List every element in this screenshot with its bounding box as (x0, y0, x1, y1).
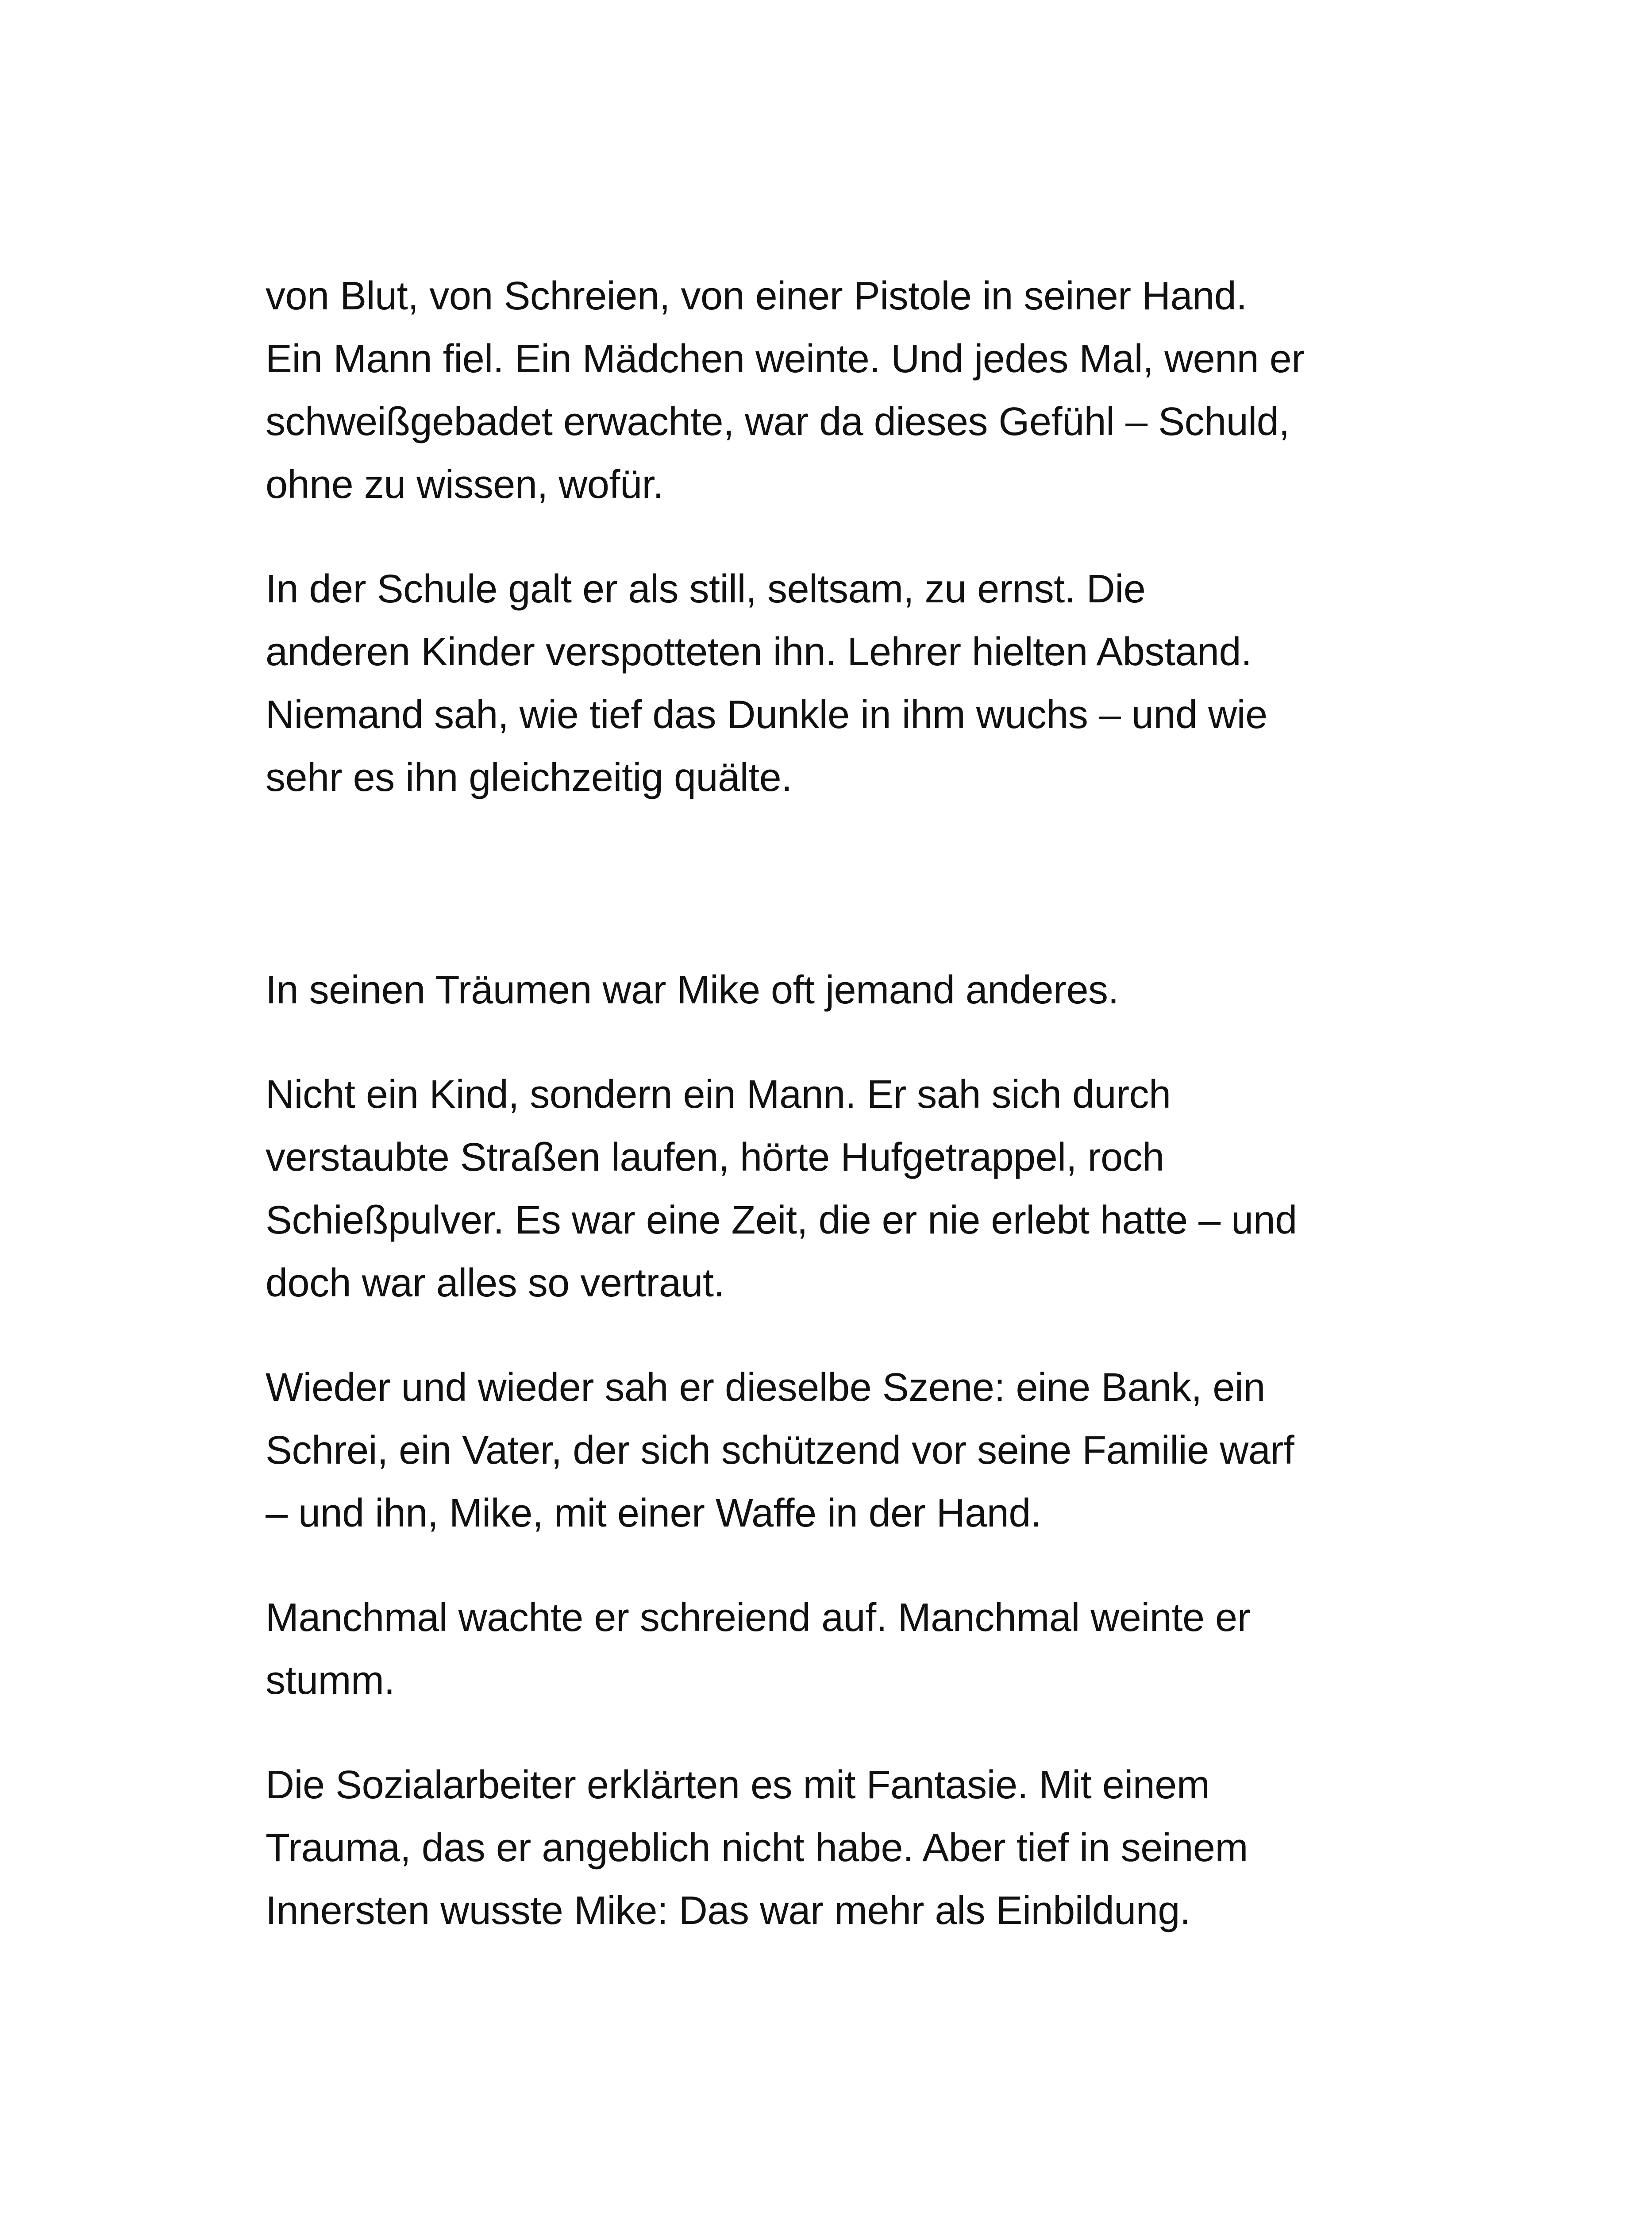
paragraph-2 (266, 558, 1398, 809)
paragraph-3 (266, 959, 1398, 1022)
paragraph-6 (266, 1586, 1398, 1712)
text-line: sehr es ihn gleichzeitig quälte. (266, 756, 792, 800)
paragraph-7 (266, 1754, 1398, 1942)
text-line: Nicht ein Kind, sondern ein Mann. Er sah sich durch (266, 1072, 1171, 1117)
paragraph-4 (266, 1063, 1398, 1315)
text-line: Trauma, das er angeblich nicht habe. Aber tief in seinem (266, 1826, 1248, 1870)
text-line: anderen Kinder verspotteten ihn. Lehrer hielten Abstand. (266, 630, 1252, 674)
text-line: In seinen Träumen war Mike oft jemand anderes. (266, 968, 1119, 1012)
text-line: doch war alles so vertraut. (266, 1261, 724, 1305)
paragraph-1 (266, 265, 1398, 516)
text-line: In der Schule galt er als still, seltsam, zu ernst. Die (266, 567, 1146, 611)
text-line: – und ihn, Mike, mit einer Waffe in der Hand. (266, 1491, 1042, 1535)
text-line: von Blut, von Schreien, von einer Pistole in seiner Hand. (266, 274, 1247, 318)
text-line: ohne zu wissen, wofür. (266, 463, 664, 507)
text-line: Wieder und wieder sah er dieselbe Szene: eine Bank, ein (266, 1365, 1265, 1410)
text-line: Innersten wusste Mike: Das war mehr als Einbildung. (266, 1889, 1191, 1933)
text-line: Schrei, ein Vater, der sich schützend vor seine Familie warf (266, 1428, 1294, 1473)
text-line: verstaubte Straßen laufen, hörte Hufgetrappel, roch (266, 1135, 1164, 1180)
text-line: Schießpulver. Es war eine Zeit, die er nie erlebt hatte – und (266, 1198, 1297, 1242)
text-line: schweißgebadet erwachte, war da dieses Gefühl – Schuld, (266, 400, 1290, 444)
text-line: Niemand sah, wie tief das Dunkle in ihm wuchs – und wie (266, 693, 1267, 737)
text-line: Ein Mann fiel. Ein Mädchen weinte. Und jedes Mal, wenn er (266, 337, 1305, 381)
text-line: stumm. (266, 1658, 395, 1703)
text-line: Die Sozialarbeiter erklärten es mit Fantasie. Mit einem (266, 1763, 1210, 1807)
text-line: Manchmal wachte er schreiend auf. Manchmal weinte er (266, 1596, 1251, 1640)
paragraph-5 (266, 1356, 1398, 1545)
